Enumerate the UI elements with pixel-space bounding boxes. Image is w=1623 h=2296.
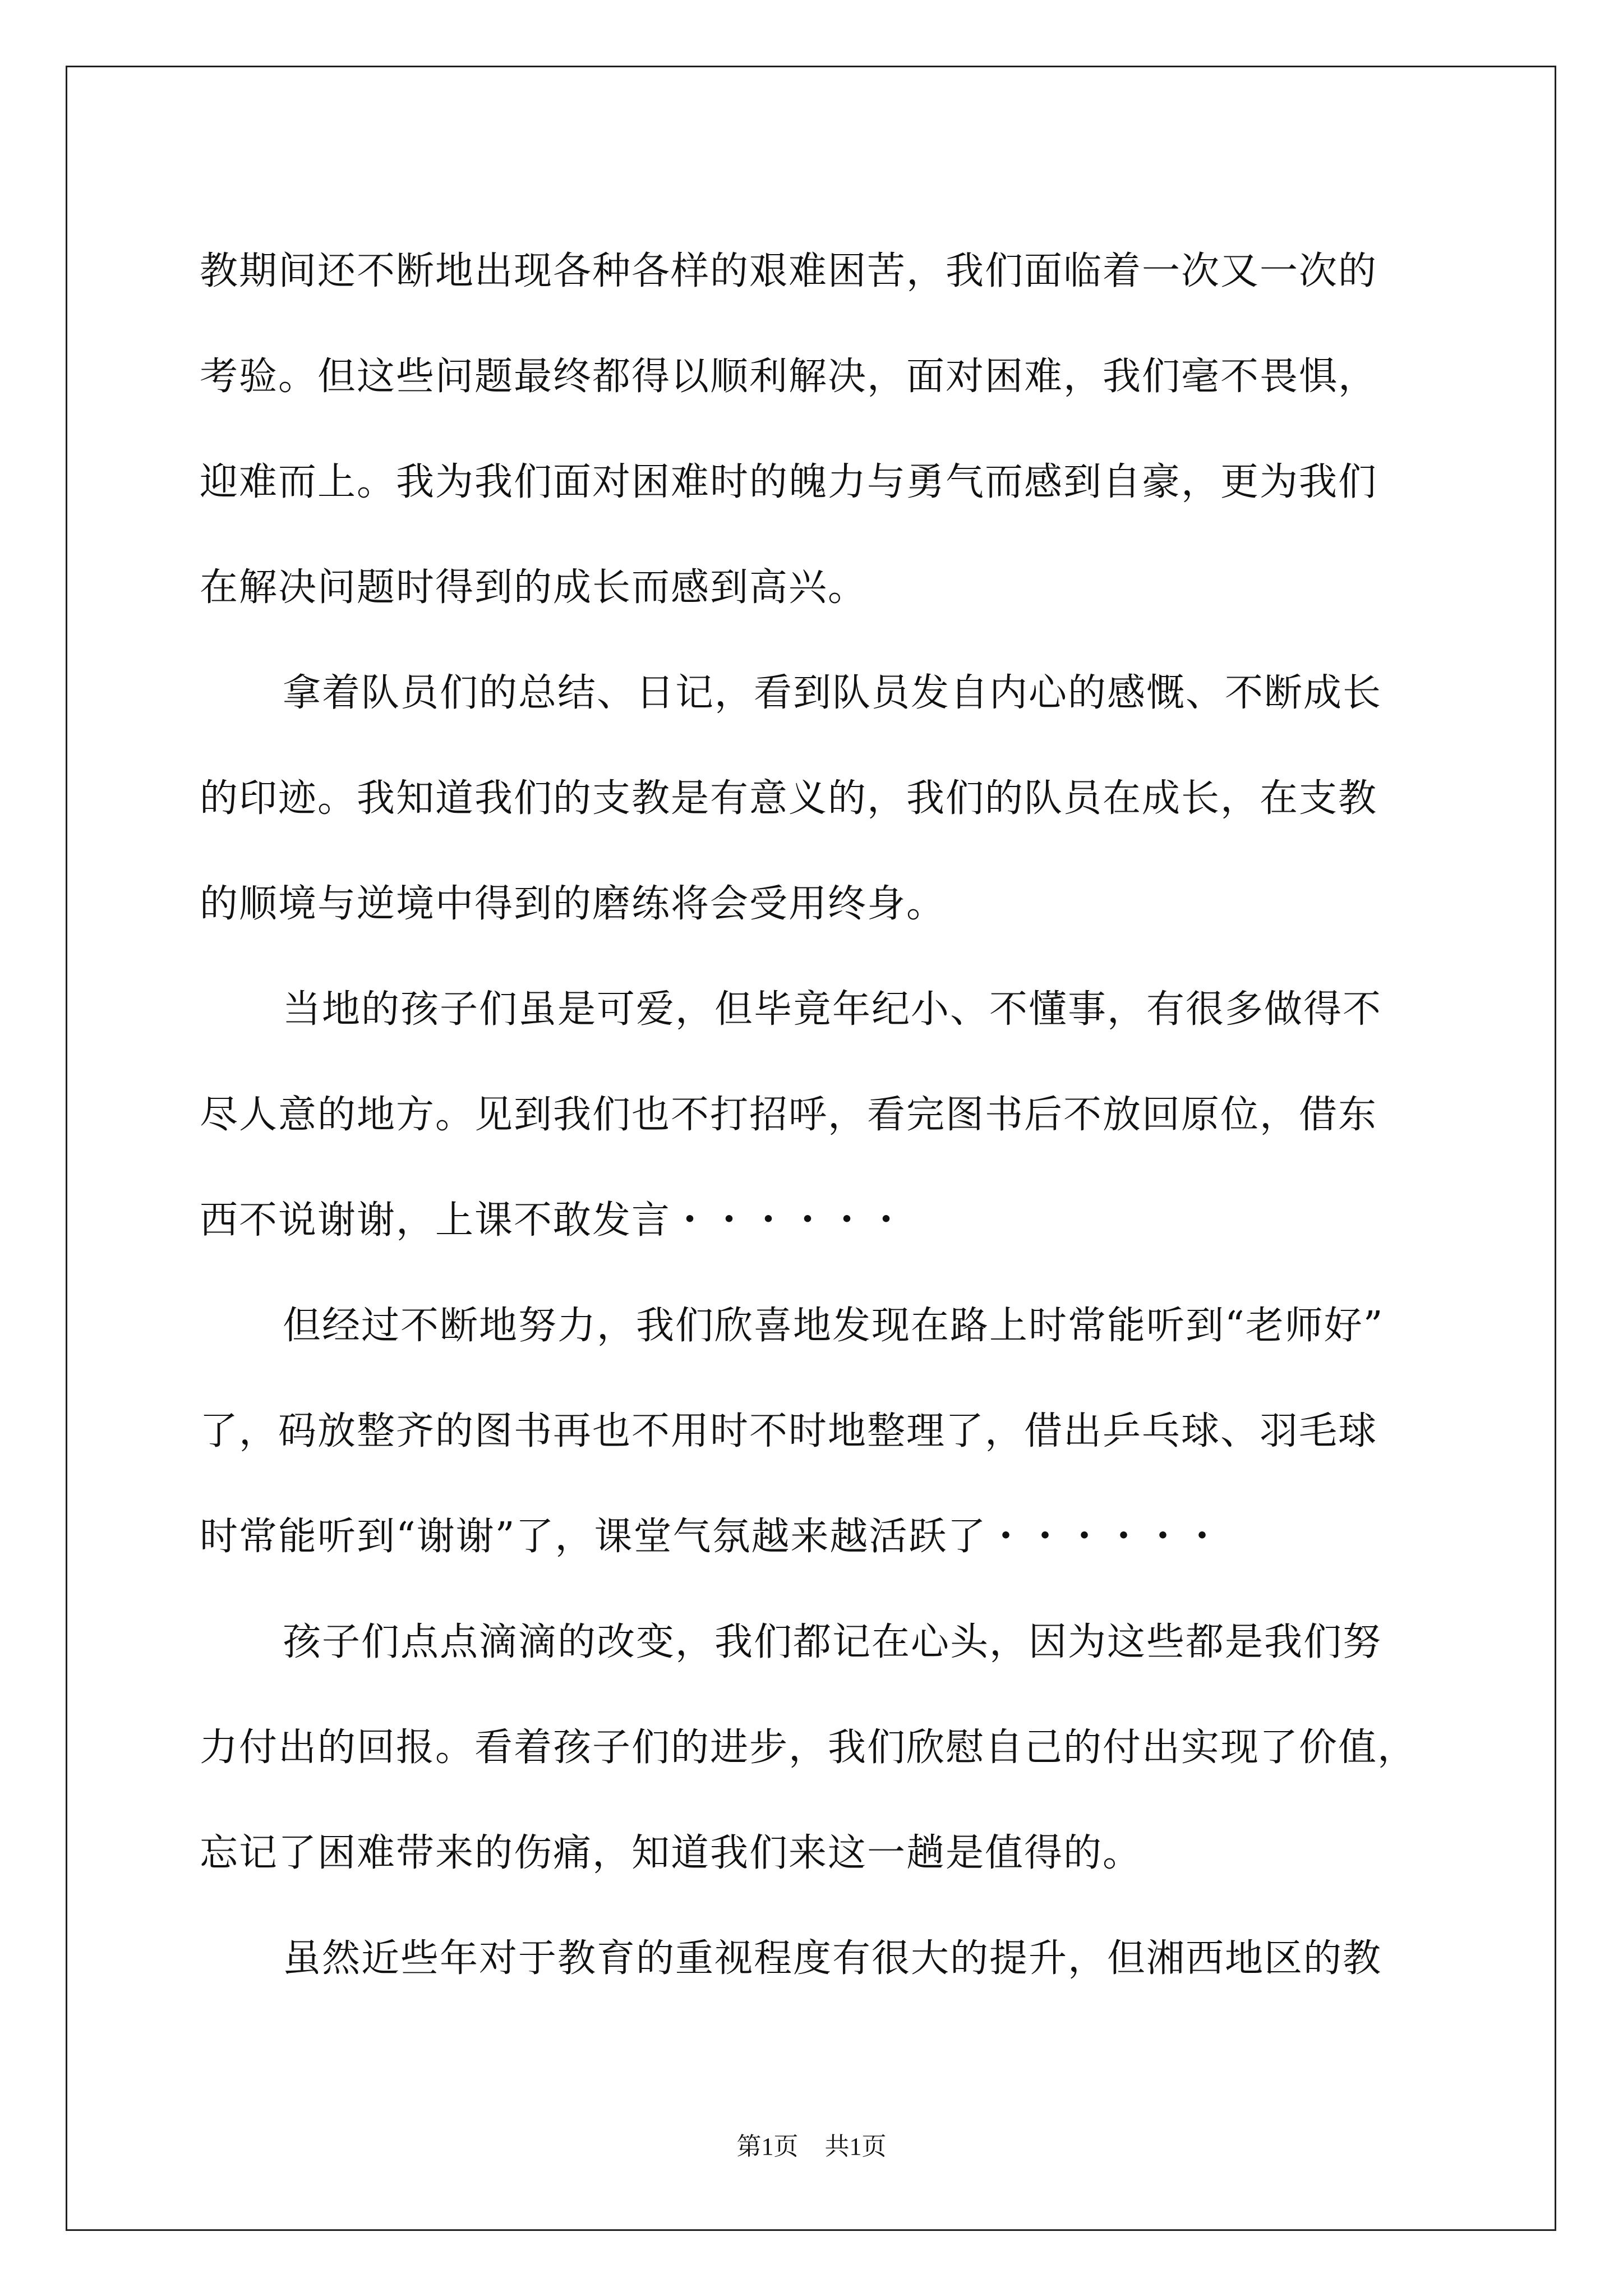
paragraph-first-line: 拿着队员们的总结、日记，看到队员发自内心的感慨、不断成长 xyxy=(283,671,1382,715)
text-line: 时常能听到“谢谢”了，课堂气氛越来越活跃了・・・・・・ xyxy=(200,1515,1223,1559)
text-line: 考验。但这些问题最终都得以顺利解决，面对困难，我们毫不畏惧， xyxy=(200,355,1378,399)
text-line: 在解决问题时得到的成长而感到高兴。 xyxy=(200,565,868,610)
text-line: 西不说谢谢，上课不敢发言・・・・・・ xyxy=(200,1198,907,1243)
paragraph-first-line: 当地的孩子们虽是可爱，但毕竟年纪小、不懂事，有很多做得不 xyxy=(283,987,1382,1032)
page-footer xyxy=(0,2126,1623,2162)
text-line: 迎难而上。我为我们面对困难时的魄力与勇气而感到自豪，更为我们 xyxy=(200,460,1378,504)
text-line: 教期间还不断地出现各种各样的艰难困苦，我们面临着一次又一次的 xyxy=(200,249,1378,293)
page-number-current: 第1页 xyxy=(736,2133,799,2160)
document-body xyxy=(200,219,1428,2012)
text-line: 力付出的回报。看着孩子们的进步，我们欣慰自己的付出实现了价值， xyxy=(200,1726,1417,1770)
text-line: 尽人意的地方。见到我们也不打招呼，看完图书后不放回原位，借东 xyxy=(200,1093,1378,1137)
text-line: 的印迹。我知道我们的支教是有意义的，我们的队员在成长，在支教 xyxy=(200,776,1378,821)
paragraph-first-line: 虽然近些年对于教育的重视程度有很大的提升，但湘西地区的教 xyxy=(283,1936,1382,1981)
text-line: 了，码放整齐的图书再也不用时不时地整理了，借出乒乓球、羽毛球 xyxy=(200,1409,1378,1453)
text-line: 忘记了困难带来的伤痛，知道我们来这一趟是值得的。 xyxy=(200,1831,1142,1875)
paragraph-first-line: 但经过不断地努力，我们欣喜地发现在路上时常能听到“老师好” xyxy=(283,1304,1384,1348)
page-number-total: 共1页 xyxy=(824,2133,887,2160)
text-line: 的顺境与逆境中得到的磨练将会受用终身。 xyxy=(200,882,946,926)
paragraph-first-line: 孩子们点点滴滴的改变，我们都记在心头，因为这些都是我们努 xyxy=(283,1620,1382,1664)
